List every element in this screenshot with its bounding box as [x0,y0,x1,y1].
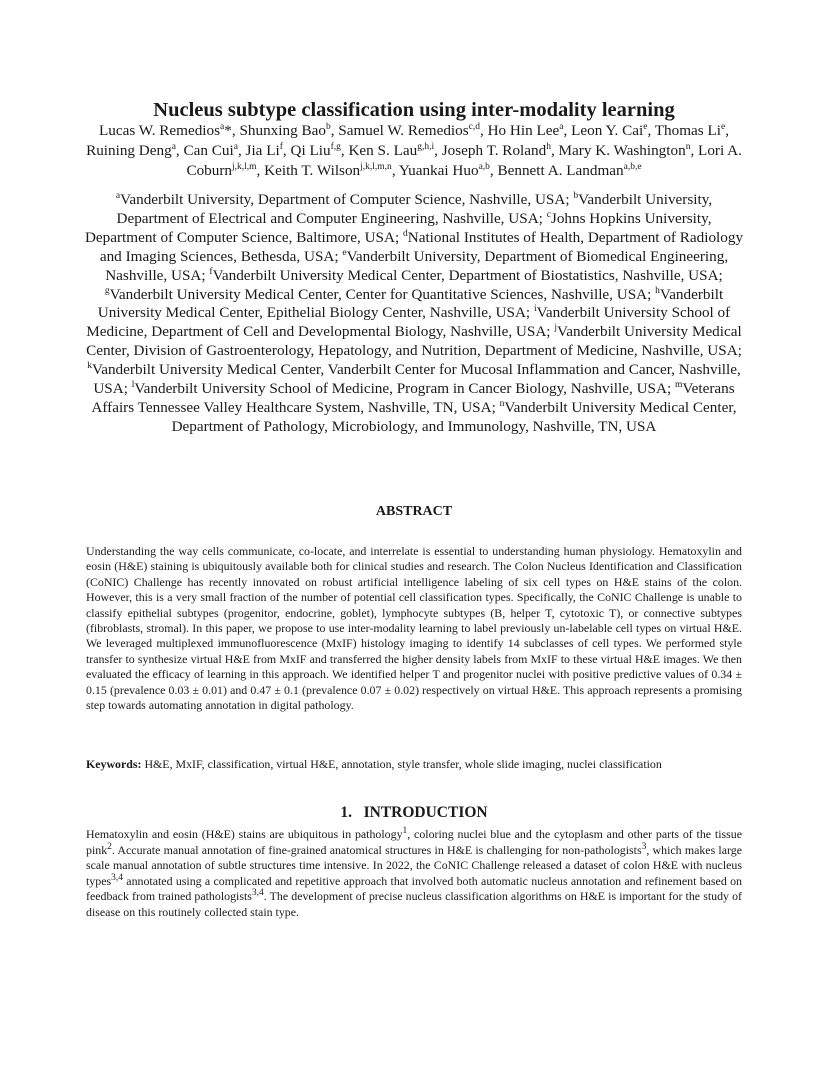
affiliation-marker: n [499,398,505,409]
citation-marker: 3,4 [251,888,264,899]
intro-text: . Accurate manual annotation of fine-grained anatomical structures in H&E is challenging for non-pathologists [111,842,642,857]
intro-text: , which makes large scale manual annotation of subtle structures time intensive. In 2022, the CoNIC Challenge released a dataset of colon H&E with nucleus types [86,842,742,888]
author-affiliation-marker: a,b,e [623,161,642,172]
author-entry: Jia Li$^f$, [245,141,291,159]
affiliation-marker: e [342,247,347,258]
affiliation-text: Vanderbilt University School of Medicine, Program in Cancer Biology, Nashville, USA; [134,380,675,398]
affiliation-text: Vanderbilt University School of Medicine, Department of Cell and Developmental Biology, Nashville, USA; [86,304,731,341]
author-entry: Can Cui$^a$, [183,141,246,159]
author-affiliation-marker: h [546,141,551,152]
author-affiliation-marker: a,b [478,161,490,172]
author-name: Joseph T. Roland [441,142,547,159]
author-affiliation-marker: f [279,141,283,152]
author-name: Ken S. Lau [348,142,418,159]
author-name: Mary K. Washington [558,142,686,159]
author-entry: Thomas Li$^e$, [654,121,730,139]
affiliation-marker: k [87,361,92,372]
author-entry: Yuankai Huo$^{a,b}$, [398,161,498,179]
affiliation-marker: a [115,190,121,201]
affiliation-marker: h [655,285,660,296]
author-affiliation-marker: a [559,121,564,132]
author-entry: Qi Liu$^{f,g}$, [290,141,349,159]
affiliation-text: National Institutes of Health, Department of Radiology and Imaging Sciences, Bethesda, USA; [99,228,744,265]
author-affiliation-marker: a [171,141,176,152]
affiliation-marker: c [546,209,551,220]
intro-text: Hematoxylin and eosin (H&E) stains are ubiquitous in pathology [86,827,403,841]
citation-marker: 1 [402,826,408,837]
affiliation-text: Vanderbilt University Medical Center, Department of Pathology, Microbiology, and Immunology, Nashville, TN, USA [171,398,737,435]
affiliation-text: Vanderbilt University, Department of Electrical and Computer Engineering, Nashville, USA; [116,191,713,227]
author-affiliation-marker: g,h,i [417,141,435,152]
author-name: Qi Liu [290,142,331,159]
keywords-line [86,756,746,772]
author-affiliation-marker: n [685,141,691,152]
affiliation-text: Vanderbilt University Medical Center, Vanderbilt Center for Mucosal Inflammation and Cancer, Nashville, USA; [91,361,741,398]
author-entry: Lucas W. Remedios$^a$*, [98,121,240,139]
citation-marker: 3,4 [111,872,123,883]
author-affiliation-marker: e [643,121,648,132]
keywords-label: Keywords: [86,757,142,771]
intro-text: annotated using a complicated and repetitive approach that involved both automatic nucleus annotation and refinement based on feedback from trained pathologists [86,873,742,904]
affiliation-marker: g [104,285,110,296]
abstract-heading: ABSTRACT [375,504,453,519]
author-name: Ruining Deng [86,142,172,159]
author-name: Samuel W. Remedios [338,122,469,139]
author-affiliation-marker: a [233,141,238,152]
abstract-text: Understanding the way cells communicate, co-locate, and interrelate is essential to understanding human physiology. Hematoxylin and eosin (H&E) staining is ubiquitously available both for clinical studies and research. The Colon Nucleus Identification and Classification (CoNIC) Challenge has recently innovated on robust artificial intelligence labeling of six cell types on H&E stains of the colon. However, this is a very small fraction of the number of potential cell classification types. Specifically, the CoNIC Challenge is unable to classify epithelial subtypes (progenitor, endocrine, goblet), lymphocyte subtypes (B, helper T, cytotoxic T), or connective subtypes (fibroblasts, stromal). In this paper, we propose to use inter-modality learning to label previously un-labelable cell types on virtual H&E. We leveraged multiplexed immunofluorescence (MxIF) histology imaging to identify 14 subclasses of cell types. We performed style transfer to synthesize virtual H&E from MxIF and transferred the higher density labels from MxIF to these virtual H&E images. We then evaluated the efficacy of learning in this approach. We identified helper T and progenitor nuclei with positive predictive values of 0.34 ± 0.15 (prevalence 0.03 ± 0.01) and 0.47 ± 0.1 (prevalence 0.07 ± 0.02) respectively on virtual H&E. This approach represents a promising step towards automating annotation in digital pathology. [86,544,742,713]
author-entry: Samuel W. Remedios$^{c,d}$, [338,121,488,139]
affiliation-text: Vanderbilt University Medical Center, Center for Quantitative Sciences, Nashville, USA; [109,285,656,303]
author-name: Shunxing Bao [239,122,326,139]
introduction-paragraph [86,827,742,921]
introduction-heading: 1. INTRODUCTION [340,804,488,821]
affiliation-marker: m [674,380,683,390]
corresponding-author-marker: * [224,122,232,139]
author-entry: Ho Hin Lee$^a$, [487,121,572,139]
author-affiliation-marker: f,g [330,141,341,152]
affiliation-text: Veterans Affairs Tennessee Valley Healthcare System, Nashville, TN, USA; [91,380,735,416]
author-affiliation-marker: j,k,l,m,n [360,161,392,172]
author-entry: Mary K. Washington$^n$, [558,141,699,159]
keywords-text: H&E, MxIF, classification, virtual H&E, annotation, style transfer, whole slide imaging, nuclei classification [144,757,662,771]
affiliation-text: Vanderbilt University, Department of Computer Science, Nashville, USA; [120,191,574,208]
author-list [76,121,752,181]
author-affiliation-marker: e [721,121,726,132]
author-name: Leon Y. Cai [571,122,644,139]
author-entry: Ruining Deng$^a$, [86,141,184,159]
affiliation-marker: b [573,190,579,201]
author-entry: Ken S. Lau$^{g,h,i}$, [348,141,442,159]
intro-text: , coloring nuclei blue and the cytoplasm and other parts of the tissue pink [86,827,742,857]
author-affiliation-marker: a [220,121,225,132]
author-name: Bennett A. Landman [497,162,624,179]
citation-marker: 2 [107,841,112,852]
author-entry: Lori A. Coburn$^{j,k,l,m}$, [186,142,742,179]
affiliation-entry [209,267,722,284]
affiliation-text: Vanderbilt University, Department of Biomedical Engineering, Nashville, USA; [105,247,729,284]
author-affiliation-marker: j,k,l,m [232,161,257,172]
author-name: Keith T. Wilson [264,162,361,179]
affiliation-marker: i [533,304,537,315]
affiliation-marker: j [554,323,557,334]
author-name: Ho Hin Lee [487,122,560,139]
paper-title: Nucleus subtype classification using inter-modality learning [153,99,675,121]
author-name: Jia Li [245,142,280,159]
author-name: Thomas Li [654,122,722,139]
affiliation-text: Johns Hopkins University, Department of Computer Science, Baltimore, USA; [84,209,712,246]
affiliation-text: Vanderbilt University Medical Center, Epithelial Biology Center, Nashville, USA; [97,285,724,322]
author-entry: Leon Y. Cai$^e$, [571,121,655,139]
author-entry: Keith T. Wilson$^{j,k,l,m,n}$, [264,161,399,179]
affiliation-marker: f [209,266,213,277]
affiliation-marker: d [402,228,408,239]
author-name: Lucas W. Remedios [98,122,221,139]
author-name: Yuankai Huo [398,162,479,179]
affiliation-entry [105,286,655,303]
author-entry [498,162,642,179]
affiliation-text: Vanderbilt University Medical Center, Department of Biostatistics, Nashville, USA; [212,266,723,284]
author-name: Can Cui [183,142,234,159]
author-affiliation-marker: c,d [468,121,480,132]
author-name: Lori A. Coburn [186,142,742,179]
affiliation-list [80,191,748,437]
affiliation-entry [116,191,574,208]
author-affiliation-marker: b [325,121,331,132]
author-entry: Joseph T. Roland$^h$, [441,141,559,159]
intro-text: . The development of precise nucleus classification algorithms on H&E is important for the study of disease on this routinely collected stain type. [86,889,742,919]
affiliation-entry [132,380,675,397]
affiliation-marker: l [131,380,135,390]
author-entry: Shunxing Bao$^b$, [239,121,339,139]
citation-marker: 3 [641,841,647,852]
affiliation-text: Vanderbilt University Medical Center, Division of Gastroenterology, Hepatology, and Nutrition, Department of Medicine, Nashville, USA; [86,323,742,360]
